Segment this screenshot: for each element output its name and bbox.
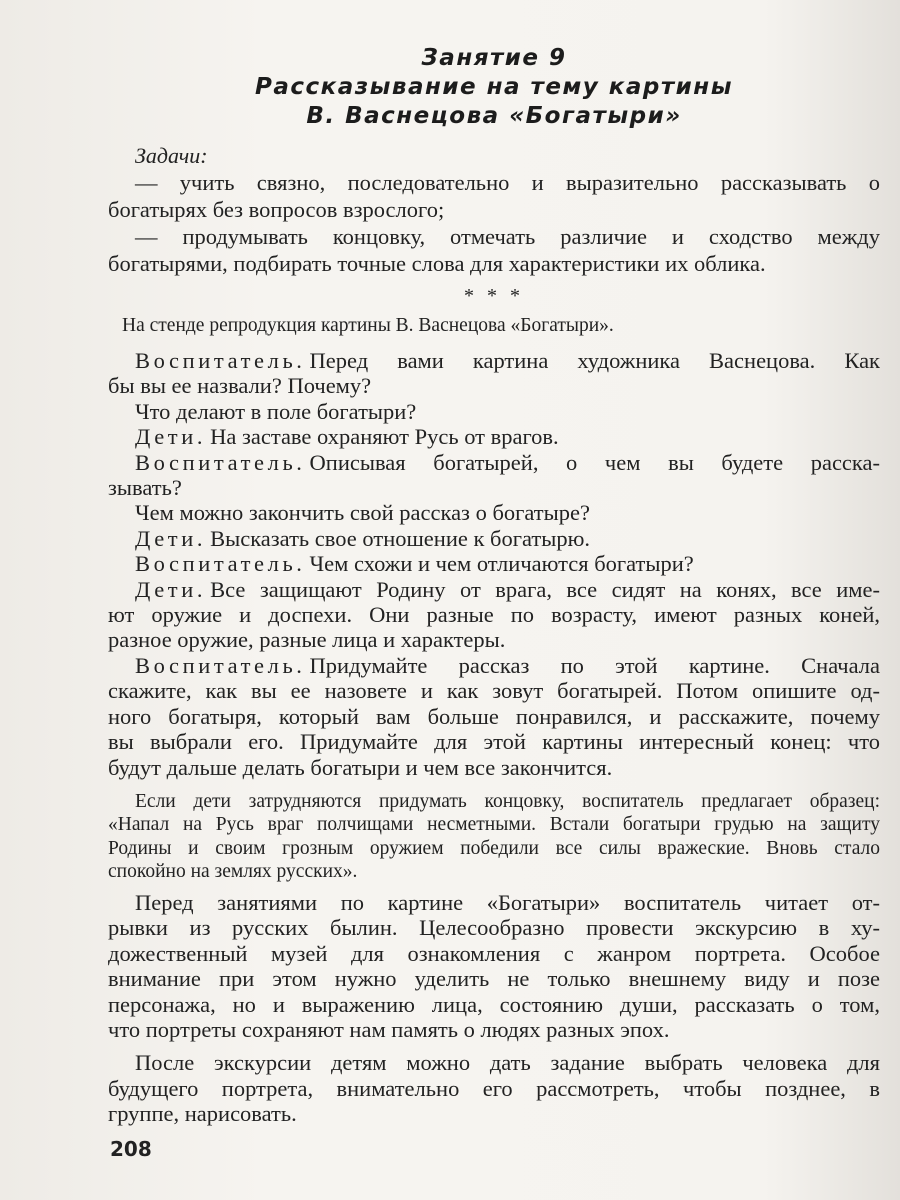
line-text: группе, нарисовать. — [108, 1101, 297, 1127]
line-text: Родины и своим грозным оружием победили все силы вражеские. Вновь стало — [108, 837, 880, 859]
line-text: богатырях без вопросов взрослого; — [108, 197, 445, 222]
text-line — [108, 475, 880, 500]
text-line — [108, 551, 880, 576]
line-text: «Напал на Русь враг полчищами несметными. Встали богатыри грудью на защиту — [108, 814, 880, 836]
line-text: персонажа, но и выражению лица, состоянию души, рассказать о том, — [108, 991, 880, 1017]
paragraph — [108, 348, 880, 399]
line-text: Что делают в поле богатыри? — [135, 398, 417, 424]
paragraph — [108, 1050, 880, 1126]
dialogue — [108, 348, 880, 780]
speaker-label: Воспитатель. — [135, 449, 306, 475]
line-text: дожественный музей для ознакомления с жанром портрета. Особое — [108, 940, 880, 966]
line-text: — учить связно, последовательно и выразительно рассказывать о — [135, 170, 880, 195]
line-text: Описывая богатырей, о чем вы будете расска- — [309, 449, 880, 475]
text-line — [108, 627, 880, 652]
text-line — [108, 941, 880, 966]
text-line — [108, 837, 880, 861]
text-line — [108, 223, 880, 250]
text-line — [108, 1076, 880, 1101]
line-text: что портреты сохраняют нам память о людях разных эпох. — [108, 1016, 670, 1042]
lesson-heading — [100, 44, 888, 131]
line-text: разное оружие, разные лица и характеры. — [108, 627, 506, 653]
paragraph — [108, 577, 880, 653]
text-line — [108, 890, 880, 915]
text-line — [108, 169, 880, 196]
text-line — [108, 704, 880, 729]
paragraph — [108, 223, 880, 277]
line-text: Чем можно закончить свой рассказ о богатыре? — [135, 500, 590, 526]
paragraph — [108, 890, 880, 1042]
line-text: Перед вами картина художника Васнецова. Как — [309, 348, 880, 373]
line-text: Если дети затрудняются придумать концовку, воспитатель предлагает образец: — [135, 790, 880, 812]
paragraph — [108, 399, 880, 424]
caption-note: На стенде репродукция картины В. Васнецова «Богатыри». — [122, 315, 614, 336]
text-line — [108, 526, 880, 551]
line-text: зывать? — [108, 475, 182, 501]
paragraph — [108, 653, 880, 780]
text-line — [108, 373, 880, 398]
line-text: рывки из русских былин. Целесообразно провести экскурсию в ху- — [108, 915, 880, 941]
page-content — [108, 142, 880, 1127]
paragraph — [108, 450, 880, 501]
text-line — [108, 1050, 880, 1075]
speaker-label: Дети. — [135, 525, 207, 551]
text-line — [108, 500, 880, 525]
speaker-label: Воспитатель. — [135, 551, 306, 577]
text-line — [108, 1017, 880, 1042]
line-text: спокойно на землях русских». — [108, 861, 358, 883]
line-text: будут дальше делать богатыри и чем все закончится. — [108, 754, 613, 780]
speaker-label: Дети. — [135, 576, 207, 602]
sample-ending-note — [108, 790, 880, 884]
text-line — [108, 1101, 880, 1126]
text-line — [108, 196, 880, 223]
paragraph — [108, 424, 880, 449]
text-line — [108, 790, 880, 814]
text-line — [108, 577, 880, 602]
text-line — [108, 860, 880, 884]
lesson-number: Занятие 9 — [421, 45, 567, 71]
line-text: Чем схожи и чем отличаются богатыри? — [309, 551, 694, 577]
paragraph — [108, 500, 880, 525]
line-text: — продумывать концовку, отмечать различие и сходство между — [135, 224, 880, 249]
line-text: будущего портрета, внимательно его рассмотреть, чтобы позднее, в — [108, 1075, 880, 1101]
line-text: Перед занятиями по картине «Богатыри» воспитатель читает от- — [135, 889, 880, 915]
section-separator: * * * — [464, 285, 524, 307]
paragraph — [108, 790, 880, 884]
lesson-title-painting: В. Васнецова «Богатыри» — [306, 103, 682, 129]
text-line — [108, 250, 880, 277]
paragraph — [108, 551, 880, 576]
tasks-label: Задачи: — [135, 143, 208, 168]
speaker-label: Воспитатель. — [135, 348, 306, 373]
text-line — [108, 602, 880, 627]
page-number: 208 — [110, 1137, 152, 1161]
speaker-label: Дети. — [135, 424, 207, 450]
tasks-list — [108, 169, 880, 277]
line-text: На заставе охраняют Русь от врагов. — [210, 424, 559, 450]
text-line — [108, 424, 880, 449]
text-line — [108, 729, 880, 754]
text-line — [108, 653, 880, 678]
line-text: После экскурсии детям можно дать задание выбрать человека для — [135, 1050, 880, 1076]
line-text: бы вы ее назвали? Почему? — [108, 373, 372, 399]
paragraph — [108, 169, 880, 223]
closing-text — [108, 890, 880, 1127]
line-text: ют оружие и доспехи. Они разные по возрасту, имеют разных коней, — [108, 602, 880, 628]
text-line — [108, 678, 880, 703]
text-line — [108, 813, 880, 837]
text-line — [108, 399, 880, 424]
text-line — [108, 755, 880, 780]
line-text: скажите, как вы ее назовете и как зовут богатырей. Потом опишите од- — [108, 678, 880, 704]
line-text: вы выбрали его. Придумайте для этой картины интересный конец: что — [108, 729, 880, 755]
line-text: Высказать свое отношение к богатырю. — [210, 525, 591, 551]
lesson-title: Рассказывание на тему картины — [254, 74, 733, 100]
text-line — [108, 450, 880, 475]
line-text: богатырями, подбирать точные слова для характеристики их облика. — [108, 251, 766, 276]
line-text: ного богатыря, который вам больше понравился, и расскажите, почему — [108, 703, 880, 729]
speaker-label: Воспитатель. — [135, 652, 306, 678]
paragraph — [108, 526, 880, 551]
text-line — [108, 348, 880, 373]
line-text: Придумайте рассказ по этой картине. Сначала — [309, 652, 880, 678]
text-line — [108, 966, 880, 991]
text-line — [108, 915, 880, 940]
text-line — [108, 992, 880, 1017]
line-text: внимание при этом нужно уделить не только внешнему виду и позе — [108, 966, 880, 992]
line-text: Все защищают Родину от врага, все сидят на конях, все име- — [210, 576, 880, 602]
